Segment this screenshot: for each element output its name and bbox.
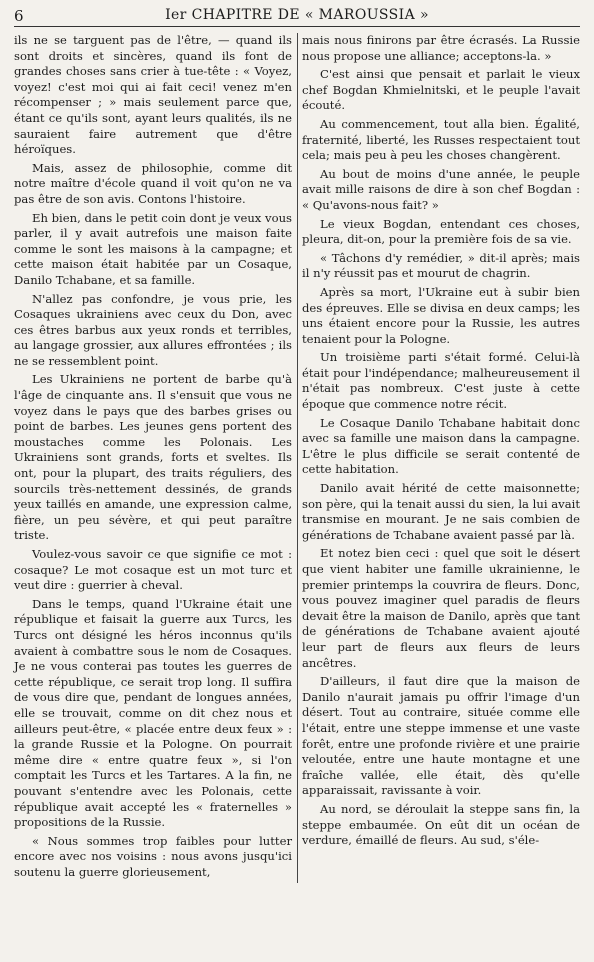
paragraph: Mais, assez de philosophie, comme dit notre maître d'école quand il voit qu'on ne va pas être de son avis. Contons l'histoire.	[14, 160, 292, 206]
paragraph: Dans le temps, quand l'Ukraine était une république et faisait la guerre aux Turcs, les Turcs ont désigné les héros inconnus qu'ils avaient à combattre sous le nom de Cosaques. Je ne vous conterai pas toutes les guerres de cette république, ce serait trop long. Il suffira de vous dire que, pendant de longues années, elle se trouvait, comme on dit chez nous et ailleurs peut-être, « placée entre deux feux » : la grande Russie et la Pologne. On pourrait même dire « entre quatre feux », si l'on comptait les Turcs et les Tartares. A la fin, ne pouvant s'entendre avec les Polonais, cette république avait accepté les « fraternelles » propositions de la Russie.	[14, 596, 292, 830]
paragraph: « Tâchons d'y remédier, » dit-il après; mais il n'y réussit pas et mourut de chagrin.	[302, 250, 580, 281]
text-columns	[14, 33, 580, 883]
paragraph: Danilo avait hérité de cette maisonnette; son père, qui la tenait aussi du sien, la lui avait transmise en mourant. Je ne sais combien de générations de Tchabane avaient passé par là.	[302, 481, 580, 542]
paragraph: Un troisième parti s'était formé. Celui-là était pour l'indépendance; malheureusement il n'était pas nombreux. C'est juste à cette époque que commence notre récit.	[302, 350, 580, 412]
paragraph: N'allez pas confondre, je vous prie, les Cosaques ukrainiens avec ceux du Don, avec ces êtres barbus aux yeux ronds et terribles, au langage grossier, aux allures effrontées ; ils ne se ressemblent point.	[14, 291, 292, 368]
paragraph: Le vieux Bogdan, entendant ces choses, pleura, dit-on, pour la première fois de sa vie.	[302, 216, 580, 247]
paragraph: Voulez-vous savoir ce que signifie ce mot : cosaque? Le mot cosaque est un mot turc et veut dire : guerrier à cheval.	[14, 547, 292, 593]
paragraph: « Nous sommes trop faibles pour lutter encore avec nos voisins : nous avons jusqu'ici soutenu la guerre glorieusement,	[14, 833, 292, 879]
paragraph: Après sa mort, l'Ukraine eut à subir bien des épreuves. Elle se divisa en deux camps; les uns étaient encore pour la Russie, les autres tenaient pour la Pologne.	[302, 284, 580, 346]
paragraph: Au commencement, tout alla bien. Égalité, fraternité, liberté, les Russes respectaient tout cela; mais peu à peu les choses changèrent.	[302, 116, 580, 163]
left-column	[14, 33, 292, 883]
column-divider	[297, 33, 298, 883]
running-title: Ier CHAPITRE DE « MAROUSSIA »	[165, 7, 429, 23]
paragraph: Les Ukrainiens ne portent de barbe qu'à l'âge de cinquante ans. Il s'ensuit que vous ne voyez dans le pays que des barbes grises ou point de barbes. Les jeunes gens portent des moustaches comme les Polonais. Les Ukrainiens sont grands, forts et sveltes. Ils ont, pour la plupart, des traits réguliers, des sourcils très-nettement dessinés, de grands yeux taillés en amande, une expression calme, fière, un peu sévère, et qui peut paraître triste.	[14, 372, 292, 543]
paragraph: D'ailleurs, il faut dire que la maison de Danilo n'aurait jamais pu offrir l'image d'un désert. Tout au contraire, située comme elle l'était, entre une steppe immense et une vaste forêt, entre une profonde rivière et une prairie veloutée, entre une haute montagne et une fraîche vallée, elle était, dès qu'elle apparaissait, ravissante à voir.	[302, 674, 580, 798]
page-number: 6	[14, 7, 24, 25]
paragraph: Au bout de moins d'une année, le peuple avait mille raisons de dire à son chef Bogdan : « Qu'avons-nous fait? »	[302, 166, 580, 212]
paragraph: Au nord, se déroulait la steppe sans fin, la steppe embaumée. On eût dit un océan de verdure, émaillé de fleurs. Au sud, s'éle-	[302, 801, 580, 848]
paragraph: mais nous finirons par être écrasés. La Russie nous propose une alliance; acceptons-la. »	[302, 33, 580, 63]
page-header	[14, 4, 580, 27]
paragraph: Le Cosaque Danilo Tchabane habitait donc avec sa famille une maison dans la campagne. L'être le plus difficile se serait contenté de cette habitation.	[302, 415, 580, 477]
right-column	[302, 33, 580, 883]
paragraph: ils ne se targuent pas de l'être, — quand ils sont droits et sincères, quand ils font de grandes choses sans crier à tue-tête : « Voyez, voyez! c'est moi qui ai fait ceci! venez m'en récompenser ; » mais seulement parce que, étant ce qu'ils sont, ayant leurs qualités, ils ne sauraient faire autrement que d'être héroïques.	[14, 33, 292, 157]
paragraph: Eh bien, dans le petit coin dont je veux vous parler, il y avait autrefois une maison faite comme le sont les maisons à la campagne; et cette maison était habitée par un Cosaque, Danilo Tchabane, et sa famille.	[14, 210, 292, 287]
paragraph: Et notez bien ceci : quel que soit le désert que vient habiter une famille ukrainienne, le premier printemps la couvrira de fleurs. Donc, vous pouvez imaginer quel paradis de fleurs devait être la maison de Danilo, après que tant de générations de Tchabane avaient ajouté leur part de fleurs aux fleurs de leurs ancêtres.	[302, 546, 580, 670]
paragraph: C'est ainsi que pensait et parlait le vieux chef Bogdan Khmielnitski, et le peuple l'avait écouté.	[302, 67, 580, 113]
